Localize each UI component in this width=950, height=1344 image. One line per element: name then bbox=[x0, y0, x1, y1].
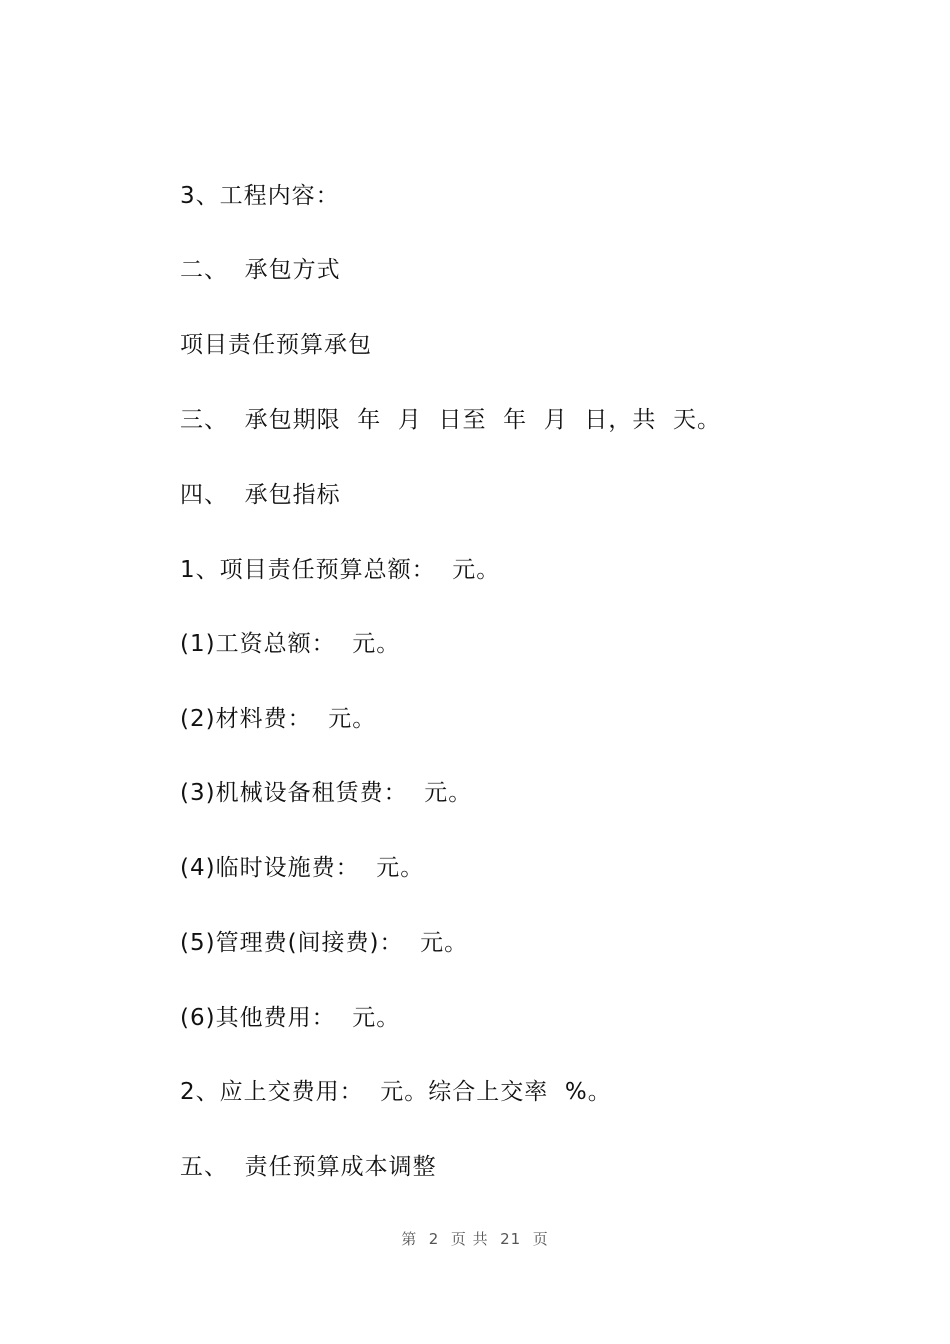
item-other-fees: (6)其他费用： 元。 bbox=[180, 1005, 401, 1031]
page-number-footer: 第 2 页 共 21 页 bbox=[401, 1230, 549, 1248]
item-payable-fees: 2、应上交费用： 元。综合上交率 %。 bbox=[180, 1079, 612, 1105]
paragraph-contract-method: 项目责任预算承包 bbox=[180, 332, 372, 358]
item-wages: (1)工资总额： 元。 bbox=[180, 631, 401, 657]
item-equipment-rental: (3)机械设备租赁费： 元。 bbox=[180, 780, 473, 806]
item-total-budget: 1、项目责任预算总额： 元。 bbox=[180, 557, 501, 583]
section-project-content: 3、工程内容： bbox=[180, 183, 340, 209]
heading-contract-indicators: 四、 承包指标 bbox=[180, 482, 341, 508]
item-materials: (2)材料费： 元。 bbox=[180, 706, 377, 732]
heading-budget-adjustment: 五、 责任预算成本调整 bbox=[180, 1154, 437, 1180]
item-management-fee: (5)管理费(间接费)： 元。 bbox=[180, 930, 469, 956]
item-temporary-facilities: (4)临时设施费： 元。 bbox=[180, 855, 425, 881]
heading-contract-method: 二、 承包方式 bbox=[180, 257, 341, 283]
heading-contract-period: 三、 承包期限 年 月 日至 年 月 日，共 天。 bbox=[180, 407, 721, 433]
